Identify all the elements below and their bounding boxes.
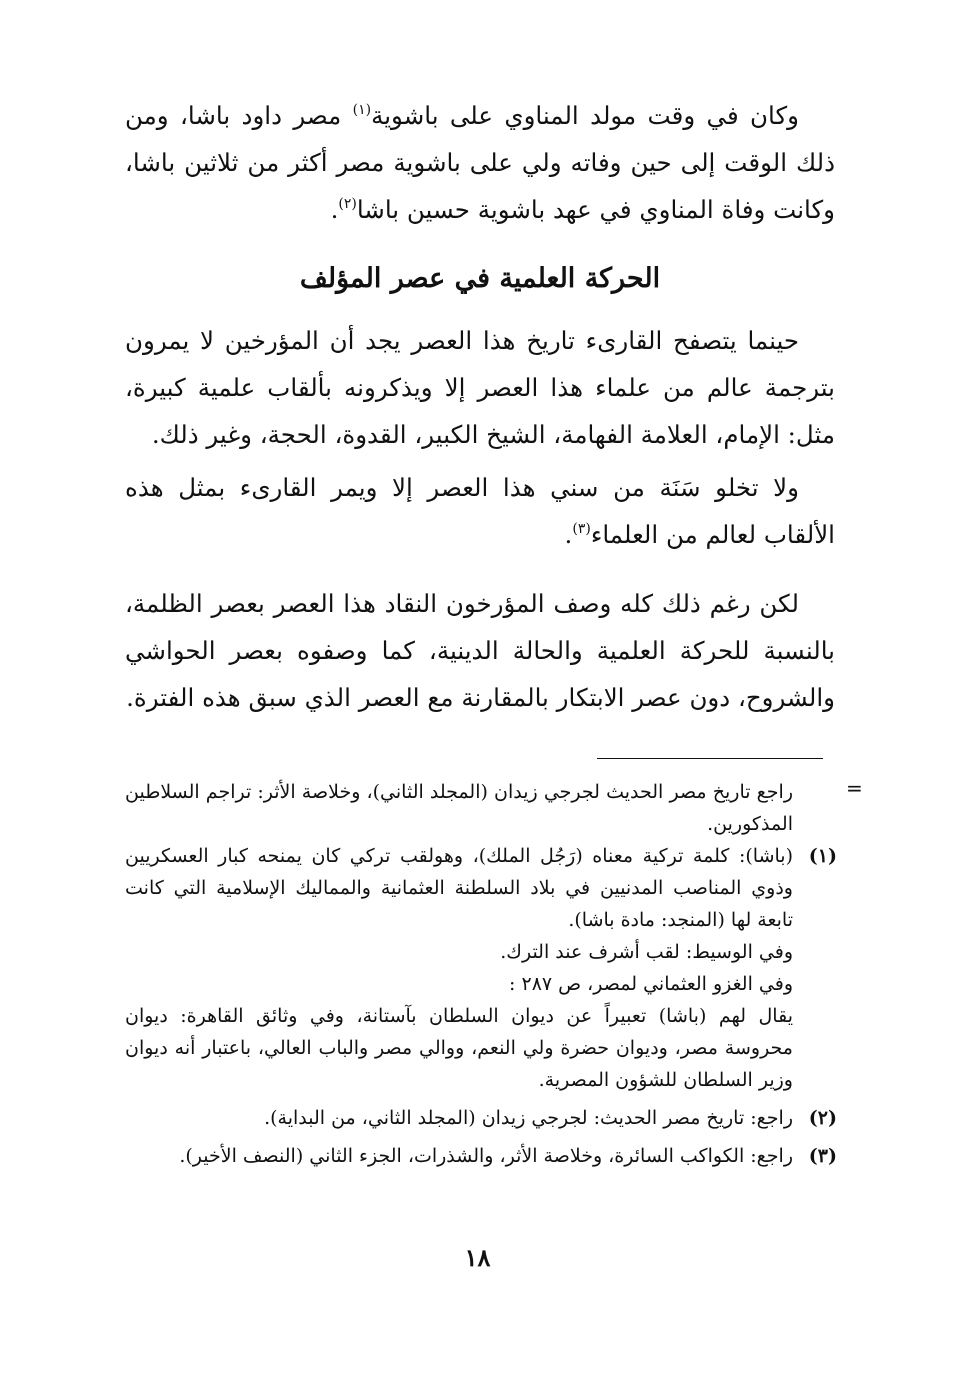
footnote-ref-3: (٣) (572, 521, 591, 537)
footnote-2-number: (٢) (808, 1107, 837, 1129)
footnote-3-text: راجع: الكواكب السائرة، وخلاصة الأثر، والشذرات، الجزء الثاني (النصف الأخير). (179, 1145, 793, 1167)
footnote-1-line-1: (باشا): كلمة تركية معناه (رَجُل الملك)، وهولقب تركي كان يمنحه كبار العسكريين وذوي المناصب المدنيين في بلاد السلطنة العثمانية والمماليك الإسلامية التي كانت تابعة لها (المنجد: مادة باشا). (125, 845, 793, 931)
paragraph-3-text-a: ولا تخلو سَنَة من سني هذا العصر إلا ويمر القارىء بمثل هذه الألقاب لعالم من العلماء (125, 473, 835, 549)
footnote-1-line-4: يقال لهم (باشا) تعبيراً عن ديوان السلطان بآستانة، وفي وثائق القاهرة: ديوان محروسة مصر، وديوان حضرة ولي النعم، ووالي مصر والباب العالي، باعتبار أنه ديوان وزير السلطان للشؤون المصرية. (125, 1005, 793, 1091)
footnote-1-line-3: وفي الغزو العثماني لمصر، ص ٢٨٧ : (509, 973, 793, 995)
footnote-1-line-2: وفي الوسيط: لقب أشرف عند الترك. (500, 941, 793, 963)
footnote-2 (125, 1102, 837, 1134)
footnote-separator (597, 758, 823, 759)
footnote-continuation (125, 776, 837, 840)
footnote-1 (125, 840, 837, 1096)
paragraph-3 (125, 464, 835, 558)
section-heading: الحركة العلمية في عصر المؤلف (299, 263, 661, 294)
paragraph-4: لكن رغم ذلك كله وصف المؤرخون النقاد هذا العصر بعصر الظلمة، بالنسبة للحركة العلمية والحالة الدينية، كما وصفوه بعصر الحواشي والشروح، دون عصر الابتكار بالمقارنة مع العصر الذي سبق هذه الفترة. (125, 589, 835, 712)
footnote-1-number: (١) (808, 845, 837, 867)
continuation-mark: = (846, 776, 863, 800)
footnotes (125, 776, 837, 1172)
footnote-continuation-text: راجع تاريخ مصر الحديث لجرجي زيدان (المجلد الثاني)، وخلاصة الأثر: تراجم السلاطين المذكورين. (125, 781, 793, 835)
paragraph-1-text-a: وكان في وقت مولد المناوي على باشوية (371, 101, 799, 130)
footnote-3 (125, 1140, 837, 1172)
footnote-indent (793, 776, 837, 840)
paragraph-1-text-b: مصر داود باشا، ومن ذلك الوقت إلى حين وفاته ولي على باشوية مصر أكثر من ثلاثين باشا، وكانت وفاة المناوي في عهد باشوية حسين باشا (125, 101, 835, 224)
footnote-ref-2: (٢) (338, 196, 357, 212)
footnote-2-text: راجع: تاريخ مصر الحديث: لجرجي زيدان (المجلد الثاني، من البداية). (264, 1107, 793, 1129)
page-number: ١٨ (464, 1243, 491, 1272)
paragraph-3-text-b: . (564, 520, 573, 549)
footnote-ref-1: (١) (352, 102, 372, 118)
main-text (125, 92, 835, 721)
paragraph-1 (125, 92, 835, 233)
footnote-3-number: (٣) (808, 1145, 837, 1167)
paragraph-2: حينما يتصفح القارىء تاريخ هذا العصر يجد أن المؤرخين لا يمرون بترجمة عالم من علماء هذا العصر إلا ويذكرونه بألقاب علمية كبيرة، مثل: الإمام، العلامة الفهامة، الشيخ الكبير، القدوة، الحجة، وغير ذلك. (125, 326, 835, 449)
paragraph-1-text-c: . (330, 195, 339, 224)
